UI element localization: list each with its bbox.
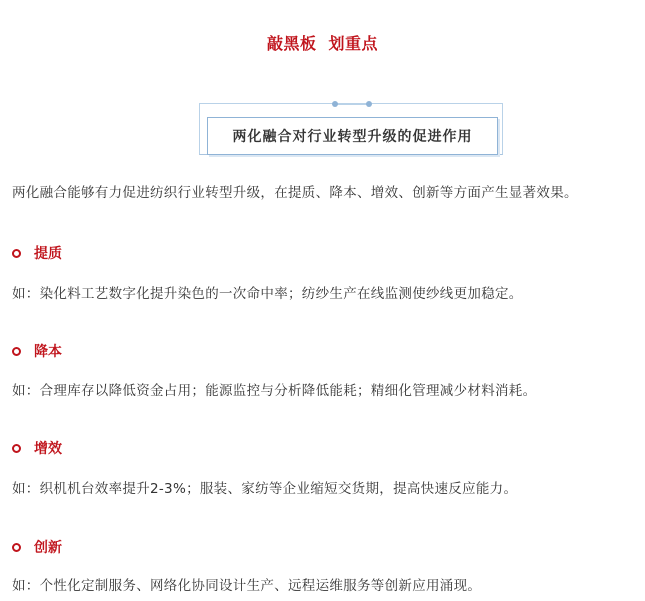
section-heading-quality — [12, 243, 62, 263]
section-body-quality: 如：染化料工艺数字化提升染色的一次命中率；纺纱生产在线监测使纱线更加稳定。 — [12, 286, 523, 302]
title-box-outer-frame — [199, 103, 503, 155]
title-box-inner — [207, 117, 498, 155]
circle-bullet-icon — [12, 444, 21, 453]
circle-bullet-icon — [12, 347, 21, 356]
section-heading-innovation — [12, 537, 62, 557]
section-heading-efficiency — [12, 438, 62, 458]
section-body-efficiency: 如：织机机台效率提升2-3%；服装、家纺等企业缩短交货期，提高快速反应能力。 — [12, 481, 518, 497]
section-heading-cost — [12, 341, 62, 361]
section-heading-label: 提质 — [34, 246, 62, 262]
section-body-cost: 如：合理库存以降低资金占用；能源监控与分析降低能耗；精细化管理减少材料消耗。 — [12, 383, 537, 399]
section-body-innovation: 如：个性化定制服务、网络化协同设计生产、远程运维服务等创新应用涌现。 — [12, 578, 482, 594]
title-box-text: 两化融合对行业转型升级的促进作用 — [232, 129, 473, 145]
circle-bullet-icon — [12, 543, 21, 552]
section-heading-label: 创新 — [34, 540, 62, 556]
intro-paragraph: 两化融合能够有力促进纺织行业转型升级，在提质、降本、增效、创新等方面产生显著效果。 — [12, 185, 578, 201]
section-heading-label: 增效 — [34, 441, 62, 457]
title-box-connector — [335, 104, 369, 105]
title-box — [199, 103, 504, 157]
headline-part-2: 划重点 — [328, 34, 379, 53]
headline-part-1: 敲黑板 — [266, 34, 317, 53]
section-heading-label: 降本 — [34, 344, 62, 360]
title-box-dot-right — [366, 101, 372, 107]
headline — [0, 31, 645, 54]
circle-bullet-icon — [12, 249, 21, 258]
title-box-dot-left — [332, 101, 338, 107]
